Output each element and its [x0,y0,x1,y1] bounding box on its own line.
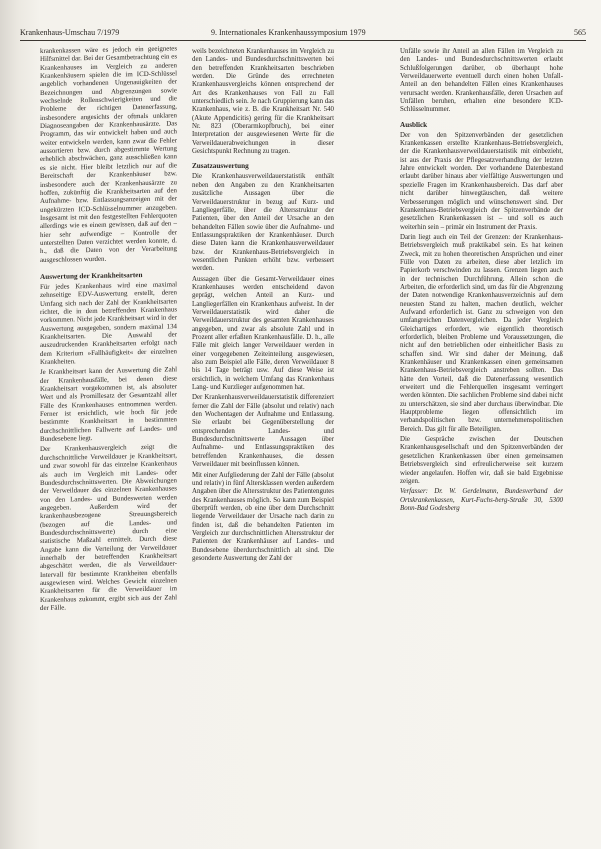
section-heading-zusatzauswertung: Zusatzauswertung [192,162,249,171]
running-header [20,28,586,41]
col3-para-4: Die Gespräche zwischen der Deutschen Krankenhausgesellschaft und den Spitzenverbänden der gesetzlichen Krankenkassen über einen gemeinsamen Betriebsvergleich sind erfreulicherweise seit kurzem wieder angelaufen. Hoffen wir, daß sie bald Ergebnisse zeigen. [400,436,563,485]
section-heading-krankheitsarten: Auswertung der Krankheitsarten [40,270,143,281]
col1-para-4: Der Krankenhausvergleich zeigt die durchschnittliche Verweildauer je Krankheitsart, und zwar sowohl für das einzelne Krankenhaus als auch im Vergleich mit Landes- oder Bundesdurchschnittswerten. Die Abweichungen der Verweildauer des einzelnen Krankenhauses von den Landes- und Bundeswerten werden angegeben. Außerdem wird der krankenhausbezogene Streuungsbereich (bezogen auf die Landes- und Bundesdurchschnittswerte) durch eine statistische Maßzahl ermittelt. Durch diese Angabe kann die Verteilung der Verweildauer innerhalb der betreffenden Krankheitsart abgeschätzt werden, die als Verweildauer-Intervall für bestimmte Krankheiten ebenfalls ausgewiesen wird. Welches Gewicht einzelnen Krankheitsarten für die Verweildauer im Krankenhaus zukommt, ergibt sich aus der Zahl der Fälle. [40,443,177,612]
col1-para-2: Für jedes Krankenhaus wird eine maximal zehnseitige EDV-Auswertung erstellt, deren Umfang sich nach der Zahl der Krankheitsarten richtet, die in dem betreffenden Krankenhaus vorkommen. Nicht jede Krankheitsart wird in der Auswertung ausgegeben, sondern maximal 134 Krankheitsarten. Die Auswahl der auszudruckenden Krankheitsarten erfolgt nach dem Kriterium »Fallhäufigkeit« der einzelnen Krankheiten. [40,281,177,367]
col1-para-1: krankenkassen wäre es jedoch ein geeignetes Hilfsmittel dar. Bei der Gesamtbetrachtung ein es Krankenhauses im Vergleich zu anderen Krankenhäusern spielen die im ICD-Schlüssel angeblich vorhandenen Ungenauigkeiten der Bezeichnungen und Abgrenzungen sowie wechselnde Rollenschwierigkeiten und die Probleme der richtigen Datenerfassung, insbesondere angesichts der oftmals unklaren Diagnoseangaben der Krankenhausärzte. Das Programm, das wir entwickelt haben und auch weiter entwickeln werden, kann zwar die Fehler aussortieren bzw. durch abgestimmte Wertung erheblich abschwächen, ganz ausschließen kann es sie nicht. Hier bleibt letztlich nur auf die Bereitschaft der Krankenhäuser bzw. insbesondere auch der Krankenhausärzte zu hoffen, zukünftig die Krankheitsarten auf den Aufnahme- bzw. Entlassungsanzeigen mit der ungekürzten ICD-Schlüsselnummer anzugeben. Insgesamt ist mit den festgestellten Fehlerquoten allerdings wie es einem gewissen, daß auf den – hier sehr aufwendige – Kontrolle der unterstellten Daten verzichtet werden konnte, d. h., daß die Daten von der Verarbeitung ausgeschlossen wurden. [40,45,177,264]
col1-para-3: Je Krankheitsart kann der Auswertung die Zahl der Krankenhausfälle, bei denen diese Krankheitsart vorgekommen ist, als absoluter Wert und als Promillesatz der Gesamtzahl aller Fälle des Krankenhauses entnommen werden. Ferner ist ersichtlich, wie hoch für jede bestimmte Krankheitsart in bestimmten durchschnittlichen Fallwerte auf Landes- und Bundesebene liegt. [40,366,177,444]
author-info: Verfasser: Dr. W. Gerdelmann, Bundesverband der Ortskrankenkassen, Kurt-Fuchs-berg-Straße 30, 5300 Bonn-Bad Godesberg [400,488,563,512]
col3-para-1: Unfälle sowie ihr Anteil an allen Fällen im Vergleich zu den Landes- und Bundesdurchschnittswerten erlaubt Schlußfolgerungen darüber, ob überhaupt hohe Verweildauerwerte eventuell durch einen hohen Unfall-Anteil an den behandelten Fällen eines Krankenhauses verursacht werden. Krankenhausfälle, deren Ursachen auf Unfällen beruhen, erhalten eine besondere ICD-Schlüsselnummer. [400,48,563,114]
col2-para-4: Der Krankenhausverweildauerstatistik differenziert ferner die Zahl der Fälle (absolut und relativ) nach den Wochentagen der Aufnahme und Entlassung. Sie erlaubt bei Gegenüberstellung der entsprechenden Landes- und Bundesdurchschnittswerte Aussagen über Aufnahme- und Entlassungspraktiken des betreffenden Krankenhauses, die dessen Verweildauer mit beeinflussen können. [192,394,334,469]
header-journal: Krankenhaus-Umschau 7/1979 [20,28,120,37]
page-number: 565 [574,28,586,37]
col2-para-3: Aussagen über die Gesamt-Verweildauer eines Krankenhauses werden entscheidend davon geprägt, welchen Anteil an Kurz- und Langliegerfällen ein Krankenhaus aufweist. In der Verweildauerstatistik wird daher die Verweildauerstruktur des gesamten Krankenhauses angegeben, und zwar als absolute Zahl und in Prozent aller erfaßten Krankenhausfälle. D. h., alle Fälle mit gleich langer Verweildauer werden in einer vorgegebenen Zeiteinteilung ausgewiesen, also zum Beispiel alle Fälle, deren Verweildauer 8 bis 14 Tage beträgt usw. Auf diese Weise ist ersichtlich, in welchem Umfang das Krankenhaus Lang- und Kurzlieger aufgenommen hat. [192,275,334,392]
column-3 [400,48,563,515]
col2-para-2: Die Krankenhausverweildauerstatistik enthält neben den Angaben zu den Krankheitsarten zusätzliche Aussagen über die Verweildauerstruktur in bezug auf Kurz- und Langliegerfälle, über die Altersstruktur der Patienten, über den Anteil der Ursache an den behandelten Fällen sowie über die Aufnahme- und Entlassungspraktiken der Krankenhäuser. Durch diese Daten kann die Krankenhausverweildauer bzw. der Krankenhaus-Betriebsvergleich in wesentlichen Punkten erhöht bzw. verbessert werden. [192,173,334,273]
header-title: 9. Internationales Krankenhaussymposium 1979 [211,28,366,37]
col2-para-5: Mit einer Aufgliederung der Zahl der Fälle (absolut und relativ) in fünf Altersklassen werden außerdem Angaben über die Altersstruktur des Patientengutes des Krankenhauses möglich. So kann zum Beispiel überprüft werden, ob eine über dem Durchschnitt liegende Verweildauer der Ursache nach darin zu finden ist, daß die behandelten Patienten im Vergleich zur durchschnittlichen Altersstruktur der Patienten der Krankenhäuser auf Landes- und Bundesebene überdurchschnittlich alt sind. Die gesonderte Auswertung der Zahl der [192,471,334,562]
col2-para-1: weils bezeichneten Krankenhauses im Vergleich zu den Landes- und Bundesdurchschnittswerten bei den betreffenden Krankheitsarten beschrieben werden. Die Gründe des errechneten Krankenhausvergleichs können entsprechend der Art des Krankenhauses von Fall zu Fall unterschiedlich sein. Je nach Gruppierung kann das Krankenhaus, wie z. B. die Krankheitsart Nr. 540 (Akute Appendicitis) gering für die Krankheitsart Nr. 823 (Oberarmkopfbruch), bei einer Interpretation der ausgewiesenen Werte für die Verweildauerabweichungen in dieser Gesichtspunkt Rechnung zu tragen. [192,48,334,156]
col3-para-3: Darin liegt auch ein Teil der Grenzen: der Krankenhaus-Betriebsvergleich muß praktikabel sein. Es hat keinen Zweck, mit zu hohen theoretischen Ansprüchen und einer Fülle von Daten zu arbeiten, diese aber letzlich im Papierkorb verschwinden zu lassen. Grenzen liegen auch in der technischen Durchführung. Allein schon die Arbeiten, die erforderlich sind, um das für die Abgrenzung der Daten notwendige Krankenhausverzeichnis auf dem neuesten Stand zu halten, machen deutlich, welcher Aufwand erforderlich ist. Ganz zu schweigen von den umfangreichen Datenvergleichen. Da jeder Vergleich Gleichartiges erfordert, wie eigentlich theoretisch erforderlich, bleiben Probleme und Voraussetzungen, die nicht auf den betrieblichen oder einheitlicher Basis zu schaffen sind. Wir sind daher der Meinung, daß Krankenhäuser und Krankenkassen einen gemeinsamen Krankenhaus-Betriebsvergleich anstreben sollten. Das hätte den Vorteil, daß die Datenerfassung wesentlich erweitert und die Fehlerquellen insgesamt verringert werden könnten. Die sachlichen Probleme sind dabei nicht zu unterschätzen, sie sind aber durchaus überwindbar. Die Hauptprobleme liegen offensichtlich im verbandspolitischen bzw. unternehmenspolitischen Bereich. Das gilt für alle Beteiligten. [400,233,563,433]
section-heading-ausblick: Ausblick [400,120,428,129]
column-2 [192,48,334,565]
column-1 [40,45,177,615]
col3-para-2: Der von den Spitzenverbänden der gesetzlichen Krankenkassen erstellte Krankenhaus-Betriebsvergleich, der die Krankenhausverweildauerstatistik mit einbezieht, ist aus der Praxis der Pflegesatzverhandlung der letzten Jahre entwickelt worden. Der vorhandene Datenbestand erlaubt darüber hinaus aber vielfältige Auswertungen und spezielle Fragen im Krankenhausbereich. Das darf aber nicht darüber hinwegtäuschen, daß weitere Verbesserungen möglich und wünschenswert sind. Der Krankenhaus-Betriebsvergleich der Spitzenverbände der gesetzlichen Krankenkassen ist – und soll es auch weiterhin sein – primär ein Instrument der Praxis. [400,131,563,231]
